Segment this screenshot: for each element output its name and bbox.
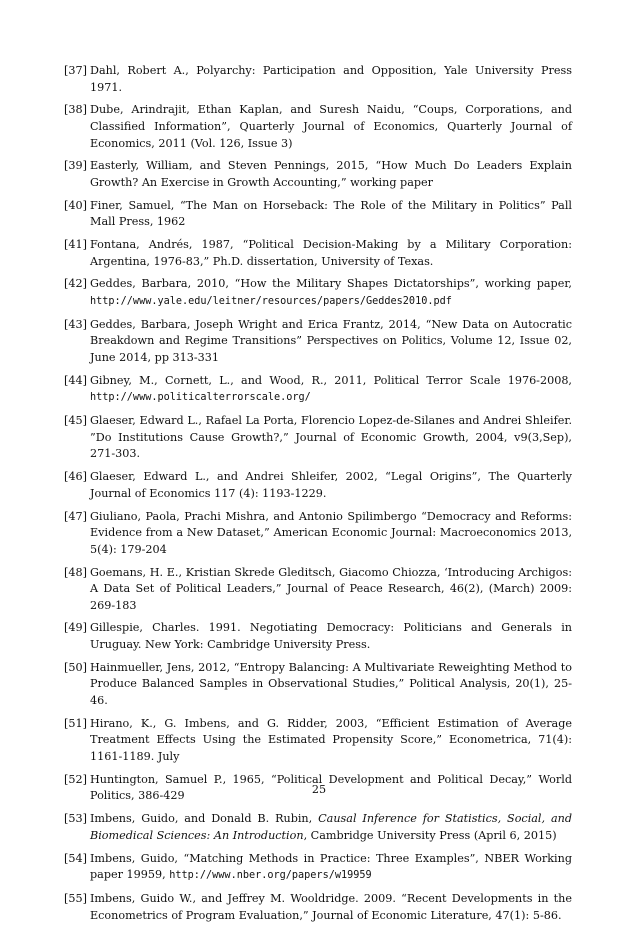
reference-text-part: Gibney, M., Cornett, L., and Wood, R., 2011, Political Terror Scale 1976-2008, — [90, 373, 572, 387]
reference-item — [64, 811, 572, 844]
reference-text-part: Goemans, H. E., Kristian Skrede Gleditsch, Giacomo Chiozza, ‘Introducing Archigos: A Data Set of Political Leaders,” Journal of Peace Research, 46(2), (March) 2009: 269-183 — [90, 565, 572, 612]
reference-number: [40] — [64, 198, 87, 212]
reference-url[interactable]: http://www.yale.edu/leitner/resources/papers/Geddes2010.pdf — [90, 296, 452, 308]
reference-text — [90, 891, 572, 924]
reference-text-part: Easterly, William, and Steven Pennings, 2015, “How Much Do Leaders Explain Growth? An Exercise in Growth Accounting,” working paper — [90, 159, 572, 189]
reference-number: [38] — [64, 103, 87, 117]
reference-text-part: Imbens, Guido, “Matching Methods in Practice: Three Examples”, NBER Working paper 19959, — [90, 851, 572, 882]
page-number: 25 — [311, 783, 327, 796]
reference-text-part: Dahl, Robert A., Polyarchy: Participation and Opposition, Yale University Press 1971. — [90, 64, 572, 94]
reference-text — [90, 198, 572, 231]
reference-item — [64, 851, 572, 885]
reference-number: [51] — [64, 716, 87, 730]
reference-text — [90, 317, 572, 367]
reference-item — [64, 102, 572, 152]
reference-text — [90, 565, 572, 615]
reference-text — [90, 620, 572, 653]
reference-text-part: Fontana, Andrés, 1987, “Political Decision-Making by a Military Corporation: Argentina, 1976-83,” Ph.D. dissertation, University of Texas. — [90, 238, 572, 268]
reference-text — [90, 811, 572, 844]
reference-item — [64, 198, 572, 231]
reference-text — [90, 413, 572, 463]
reference-number: [54] — [64, 851, 87, 865]
reference-number: [42] — [64, 277, 87, 291]
reference-item — [64, 158, 572, 191]
reference-number: [53] — [64, 812, 87, 826]
reference-text — [90, 851, 572, 885]
reference-text-part: Geddes, Barbara, 2010, “How the Military Shapes Dictatorships”, working paper, — [90, 277, 572, 291]
reference-text — [90, 509, 572, 559]
reference-number: [48] — [64, 565, 87, 579]
reference-text-part: Hainmueller, Jens, 2012, “Entropy Balancing: A Multivariate Reweighting Method to Produce Balanced Samples in Observational Studies,” Political Analysis, 20(1), 25-46. — [90, 660, 572, 708]
reference-url[interactable]: http://www.nber.org/papers/w19959 — [169, 870, 372, 882]
reference-text-part: Finer, Samuel, “The Man on Horseback: The Role of the Military in Politics” Pall Mall Press, 1962 — [90, 198, 572, 229]
reference-number: [43] — [64, 317, 87, 331]
reference-list — [64, 63, 572, 930]
reference-text-part: Glaeser, Edward L., Rafael La Porta, Florencio Lopez-de-Silanes and Andrei Shleifer. ”Do Institutions Cause Growth?,” Journal of Economic Growth, 2004, v9(3,Sep), 271-303. — [90, 414, 572, 461]
reference-item — [64, 276, 572, 310]
reference-number: [46] — [64, 470, 87, 484]
reference-text-part: Imbens, Guido W., and Jeffrey M. Wooldridge. 2009. “Recent Developments in the Econometrics of Program Evaluation,” Journal of Economic Literature, 47(1): 5-86. — [90, 891, 572, 922]
reference-title-italic: Causal Inference for Statistics, Social, and Biomedical Sciences: An Introduction — [90, 812, 572, 842]
reference-number: [41] — [64, 238, 87, 252]
reference-text — [90, 276, 572, 310]
reference-text-part: Dube, Arindrajit, Ethan Kaplan, and Suresh Naidu, “Coups, Corporations, and Classified Information”, Quarterly Journal of Economics, Quarterly Journal of Economics, 2011 (Vol. 126, Issue 3) — [90, 103, 572, 150]
reference-number: [45] — [64, 414, 87, 428]
reference-text-part: , Cambridge University Press (April 6, 2015) — [303, 828, 557, 842]
reference-text — [90, 373, 572, 407]
reference-number: [37] — [64, 64, 87, 77]
reference-text-part: Glaeser, Edward L., and Andrei Shleifer, 2002, “Legal Origins”, The Quarterly Journal of Economics 117 (4): 1193-1229. — [90, 470, 572, 500]
reference-text — [90, 102, 572, 152]
reference-item — [64, 373, 572, 407]
reference-number: [49] — [64, 621, 87, 635]
reference-item — [64, 620, 572, 653]
reference-text — [90, 469, 572, 502]
reference-number: [44] — [64, 373, 87, 387]
reference-text — [90, 237, 572, 270]
reference-text-part: Giuliano, Paola, Prachi Mishra, and Antonio Spilimbergo “Democracy and Reforms: Evidence from a New Dataset,” American Economic Journal: Macroeconomics 2013, 5(4): 179-204 — [90, 509, 572, 556]
reference-item — [64, 565, 572, 615]
reference-text-part: Hirano, K., G. Imbens, and G. Ridder, 2003, “Efficient Estimation of Average Treatment Effects Using the Estimated Propensity Score,” Econometrica, 71(4): 1161-1189. July — [90, 716, 572, 763]
reference-text — [90, 716, 572, 766]
reference-item — [64, 317, 572, 367]
reference-number: [39] — [64, 159, 87, 173]
reference-item — [64, 413, 572, 463]
reference-url[interactable]: http://www.politicalterrorscale.org/ — [90, 392, 311, 404]
reference-number: [50] — [64, 660, 87, 674]
reference-number: [52] — [64, 772, 87, 786]
reference-item — [64, 660, 572, 710]
reference-item — [64, 509, 572, 559]
reference-item — [64, 237, 572, 270]
reference-text-part: Geddes, Barbara, Joseph Wright and Erica Frantz, 2014, “New Data on Autocratic Breakdown and Regime Transitions” Perspectives on Politics, Volume 12, Issue 02, June 2014, pp 313-331 — [90, 317, 572, 365]
reference-item — [64, 469, 572, 502]
reference-item — [64, 716, 572, 766]
reference-text-part: Imbens, Guido, and Donald B. Rubin, — [90, 812, 319, 826]
reference-text — [90, 660, 572, 710]
reference-number: [47] — [64, 509, 87, 523]
reference-number: [55] — [64, 891, 87, 905]
reference-item — [64, 63, 572, 96]
reference-text — [90, 63, 572, 96]
reference-text-part: Gillespie, Charles. 1991. Negotiating Democracy: Politicians and Generals in Uruguay. New York: Cambridge University Press. — [90, 621, 572, 652]
reference-item — [64, 891, 572, 924]
reference-text-part: Huntington, Samuel P., 1965, “Political Development and Political Decay,” World Politics, 386-429 — [90, 772, 572, 803]
reference-text — [90, 158, 572, 191]
